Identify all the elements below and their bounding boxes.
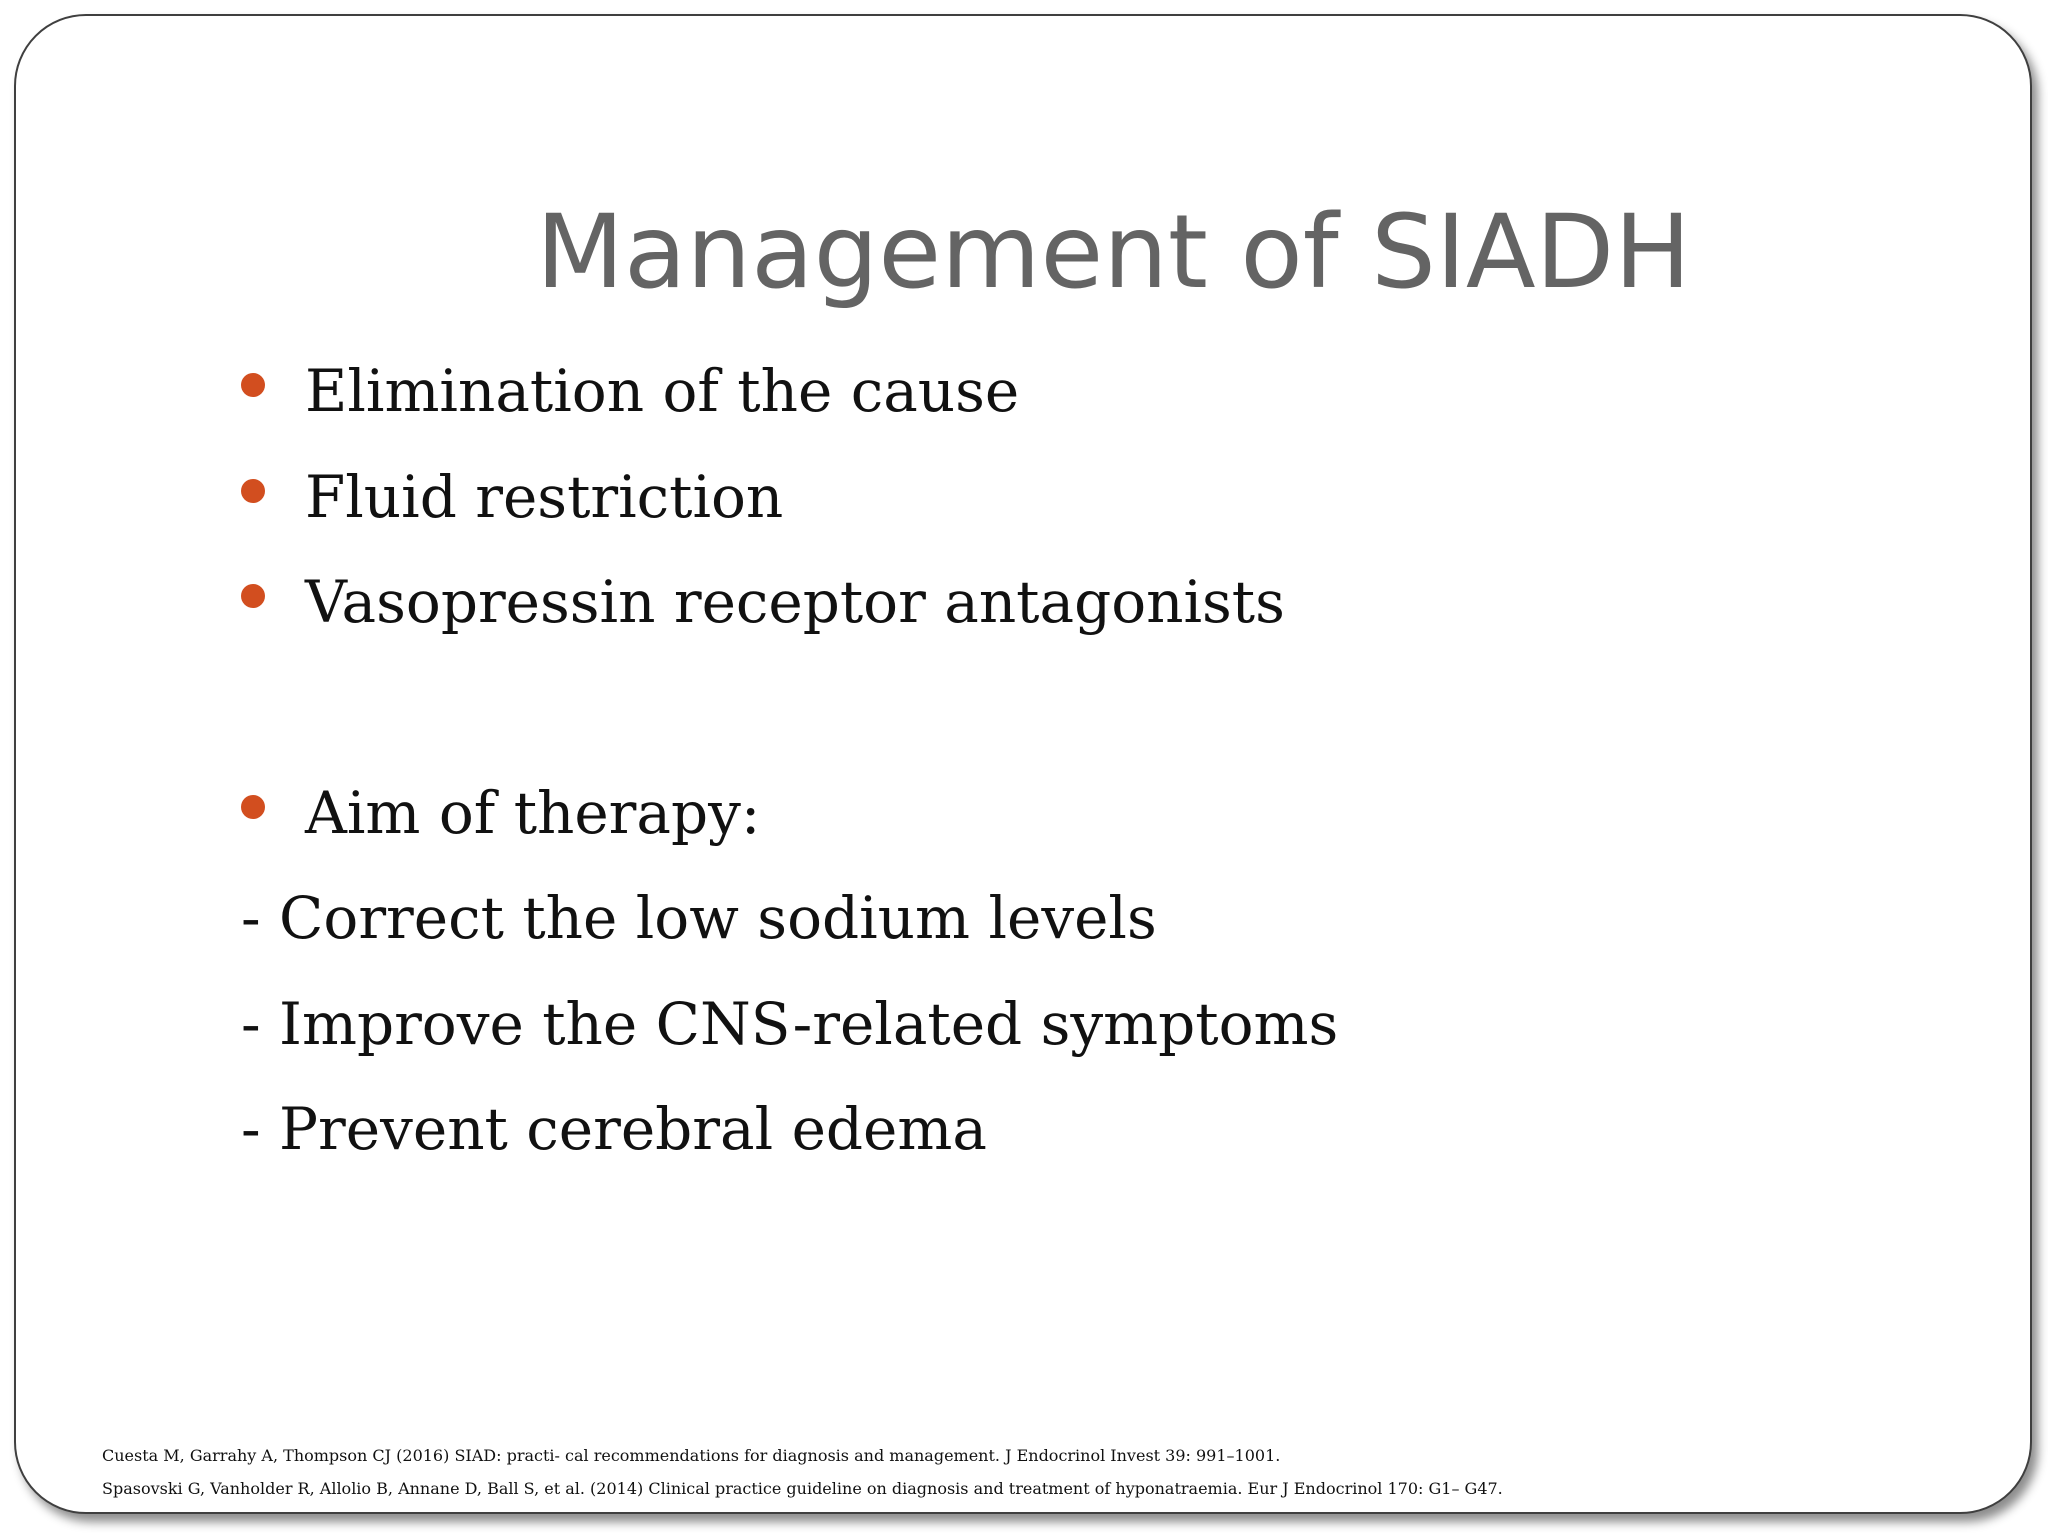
bullet-dot-icon xyxy=(241,795,265,819)
reference-line: Spasovski G, Vanholder R, Allolio B, Annane D, Ball S, et al. (2014) Clinical practice guideline on diagnosis and treatment of hyponatraemia. Eur J Endocrinol 170: G1– G47. xyxy=(102,1479,1503,1498)
bullet-text: Vasopressin receptor antagonists xyxy=(305,568,1285,636)
bullet-text: Aim of therapy: xyxy=(305,779,761,847)
slide-title: Management of SIADH xyxy=(536,193,1691,312)
sub-item-correct-sodium: - Correct the low sodium levels xyxy=(241,884,1157,952)
references xyxy=(102,1439,1503,1505)
bullet-dot-icon xyxy=(241,479,265,503)
bullet-text: Fluid restriction xyxy=(305,463,784,531)
bullet-text: Elimination of the cause xyxy=(305,357,1020,425)
bullet-dot-icon xyxy=(241,584,265,608)
sub-item-improve-cns: - Improve the CNS-related symptoms xyxy=(241,990,1339,1058)
bullet-dot-icon xyxy=(241,373,265,397)
reference-line: Cuesta M, Garrahy A, Thompson CJ (2016) SIAD: practi- cal recommendations for diagnosis and management. J Endocrinol Invest 39: 991–1001. xyxy=(102,1446,1281,1465)
slide-frame xyxy=(14,14,2032,1514)
sub-item-prevent-edema: - Prevent cerebral edema xyxy=(241,1095,987,1163)
